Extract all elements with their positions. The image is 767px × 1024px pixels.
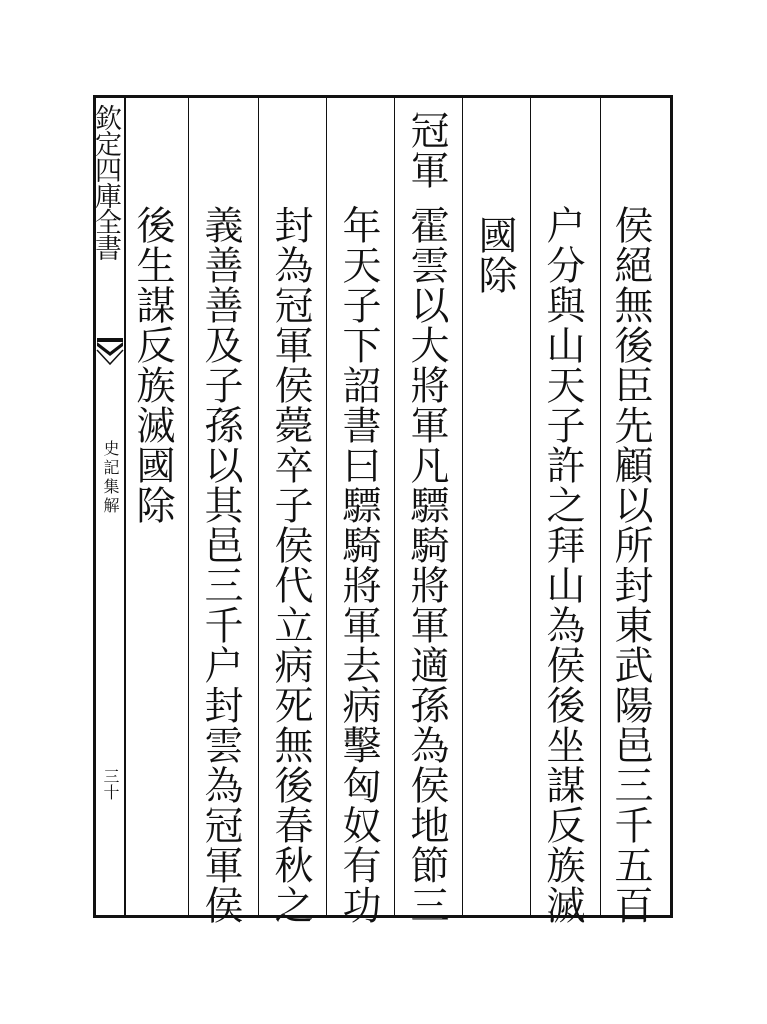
fish-tail-ornament xyxy=(96,338,124,368)
column-rule xyxy=(394,98,395,915)
text-column-3: 國除 xyxy=(472,215,517,295)
text-column-2: 户分與山天子許之拜山為侯後坐謀反族滅 xyxy=(540,205,585,925)
page-border xyxy=(90,95,673,918)
text-column-5: 年天子下詔書曰驃騎將軍去病擊匈奴有功 xyxy=(336,205,381,925)
text-column-4-heading: 冠軍 xyxy=(404,110,449,190)
margin-title: 欽定四庫全書 xyxy=(90,104,121,260)
column-rule xyxy=(462,98,463,915)
column-rule xyxy=(258,98,259,915)
column-rule xyxy=(600,98,601,915)
text-column-1: 侯絕無後臣先顧以所封東武陽邑三千五百 xyxy=(608,205,653,925)
column-rule xyxy=(188,98,189,915)
text-column-6: 封為冠軍侯薨卒子侯代立病死無後春秋之 xyxy=(268,205,313,925)
margin-page-number: 三十 xyxy=(101,768,120,800)
text-column-8: 後生謀反族滅國除 xyxy=(130,205,175,525)
column-rule xyxy=(326,98,327,915)
margin-book-name: 史記集解 xyxy=(101,440,120,516)
column-rule xyxy=(530,98,531,915)
text-column-4: 霍雲以大將軍凡驃騎將軍適孫為侯地節三 xyxy=(404,205,449,925)
text-column-7: 義善善及子孫以其邑三千户封雲為冠軍侯 xyxy=(198,205,243,925)
